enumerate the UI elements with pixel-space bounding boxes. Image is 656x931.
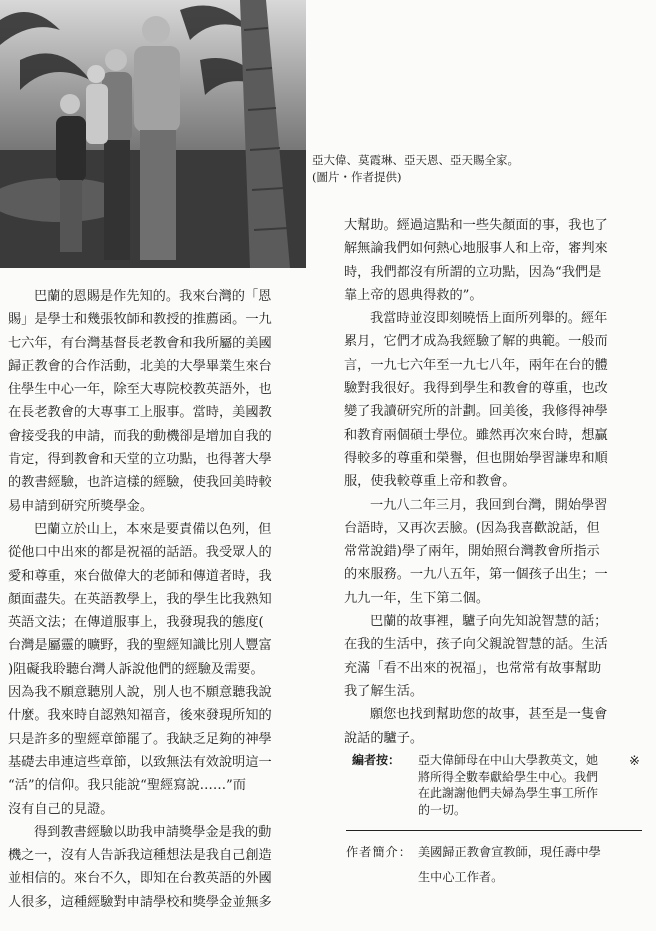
text-line: 台灣是屬靈的曠野，我的聖經知識比別人豐富 — [8, 638, 272, 654]
editor-note-label: 編者按： — [352, 753, 401, 767]
text-line: 易申請到研究所獎學金。 — [8, 498, 154, 514]
right-column — [344, 214, 644, 773]
text-line: 會接受我的申請，而我的動機卻是增加自我的 — [8, 428, 272, 444]
text-line: 顏面盡失。在英語教學上，我的學生比我熟知 — [8, 591, 272, 607]
author-bio-label: 作者簡介： — [346, 845, 412, 859]
text-line: 在我的生活中，孩子向父親說智慧的話。生活 — [344, 637, 608, 653]
text-line: 解無論我們如何熱心地服事人和上帝，審判來 — [344, 241, 608, 257]
text-line: 巴蘭的故事裡，驢子向先知說智慧的話； — [370, 614, 608, 630]
text-line: 將所得全數奉獻給學生中心。我們 — [418, 769, 599, 784]
text-line: 九九一年，生下第二個。 — [344, 590, 490, 606]
text-line: 我當時並沒即刻曉悟上面所列舉的。經年 — [370, 311, 608, 327]
photo-caption — [312, 152, 592, 186]
text-line: 得較多的尊重和榮譽，但也開始學習謙卑和順 — [344, 450, 608, 466]
text-line: 住學生中心一年，除至大專院校教英語外，也 — [8, 382, 272, 398]
text-line: 什麼。我來時自認熟知福音，後來發現所知的 — [8, 708, 272, 724]
text-line: 大幫助。經過這點和一些失顏面的事，我也了 — [344, 218, 608, 233]
text-line: 因為我不願意聽別人說，別人也不願意聽我說 — [8, 685, 272, 701]
text-line: 驗對我很好。我得到學生和教會的尊重，也改 — [344, 381, 608, 397]
text-line: 願您也找到幫助您的故事，甚至是一隻會 — [370, 707, 608, 723]
text-line: 七六年，有台灣基督長老教會和我所屬的美國 — [8, 335, 272, 351]
text-line: 累月，它們才成為我經驗了解的典範。一般而 — [344, 334, 608, 350]
text-line: 時，我們都沒有所謂的立功點，因為“我們是 — [344, 264, 602, 280]
text-line: 的一切。 — [418, 802, 467, 817]
text-line: 美國歸正教會宣教師，現任壽中學 — [418, 845, 601, 859]
left-column — [8, 285, 306, 914]
text-line: )阻礙我聆聽台灣人訴說他們的經驗及需要。 — [8, 661, 264, 677]
text-line: 靠上帝的恩典得救的”。 — [344, 287, 483, 303]
text-line: 巴蘭的恩賜是作先知的。我來台灣的「恩 — [34, 289, 272, 304]
caption-credit: (圖片・作者提供) — [312, 170, 402, 184]
text-line: 機之一，沒有人告訴我這種想法是我自己創造 — [8, 848, 272, 864]
editor-note — [352, 752, 644, 818]
text-line: 賜」是學士和幾張牧師和教授的推薦函。一九 — [8, 312, 272, 328]
author-bio — [346, 840, 644, 890]
text-line: 的教書經驗，也許這樣的經驗，使我回美時較 — [8, 475, 272, 491]
caption-line: 亞大偉、莫霞琳、亞天恩、亞天賜全家。 — [312, 153, 519, 167]
text-line: 生中心工作者。 — [418, 870, 504, 884]
text-line: 說話的驢子。 — [344, 730, 424, 746]
text-line: 肯定，得到教會和天堂的立功點，也得著大學 — [8, 452, 272, 468]
family-photo — [0, 0, 306, 268]
text-line: 言，一九七六年至一九七八年，兩年在台的體 — [344, 357, 608, 373]
text-line: 愛和尊重，來台做偉大的老師和傳道者時，我 — [8, 568, 272, 584]
text-line: 變了我讀研究所的計劃。回美後，我修得神學 — [344, 404, 608, 420]
text-line: 歸正教會的合作活動，北美的大學畢業生來台 — [8, 358, 272, 374]
author-bio-text — [418, 840, 601, 890]
text-line: ※ — [628, 753, 640, 769]
text-line: 只是許多的聖經章節罷了。我缺乏足夠的神學 — [8, 731, 272, 747]
text-line: 在此謝謝他們夫婦為學生事工所作 — [418, 786, 599, 800]
text-line: 一九八二年三月，我回到台灣，開始學習 — [370, 497, 608, 513]
text-line: 沒有自己的見證。 — [8, 801, 114, 817]
text-line: 得到教書經驗以助我申請獎學金是我的動 — [34, 824, 272, 840]
text-line: 人很多，這種經驗對申請學校和獎學金並無多 — [8, 894, 272, 910]
text-line: 和教育兩個碩士學位。雖然再次來台時，想贏 — [344, 427, 608, 443]
text-line: 巴蘭立於山上，本來是要責備以色列，但 — [34, 521, 272, 537]
text-line: 亞大偉師母在中山大學教英文，她 — [418, 753, 599, 767]
text-line: 英語文法；在傳道服事上，我發現我的態度( — [8, 615, 264, 631]
text-line: 在長老教會的大專事工上服事。當時，美國教 — [8, 405, 272, 421]
text-line: 充滿「看不出來的祝福」，也常常有故事幫助 — [344, 660, 602, 676]
text-line: 基礎去串連這些章節，以致無法有效說明這一 — [8, 754, 272, 770]
text-line: 的來服務。一九八五年，第一個孩子出生；一 — [344, 567, 608, 583]
text-line: 常常說錯)學了兩年，開始照台灣教會所指示 — [344, 544, 600, 560]
text-line: 台語時，又再次丟臉。(因為我喜歡說話，但 — [344, 520, 600, 536]
text-line: 並相信的。來台不久，即知在台教英語的外國 — [8, 871, 272, 887]
text-line: 服，使我較尊重上帝和教會。 — [344, 474, 516, 490]
editor-note-text — [418, 752, 644, 818]
divider — [346, 830, 642, 831]
text-line: 從他口中出來的都是祝福的話語。我受眾人的 — [8, 545, 272, 561]
text-line: 我了解生活。 — [344, 683, 424, 699]
text-line: “活”的信仰。我只能說“聖經寫說……”而 — [8, 778, 246, 794]
